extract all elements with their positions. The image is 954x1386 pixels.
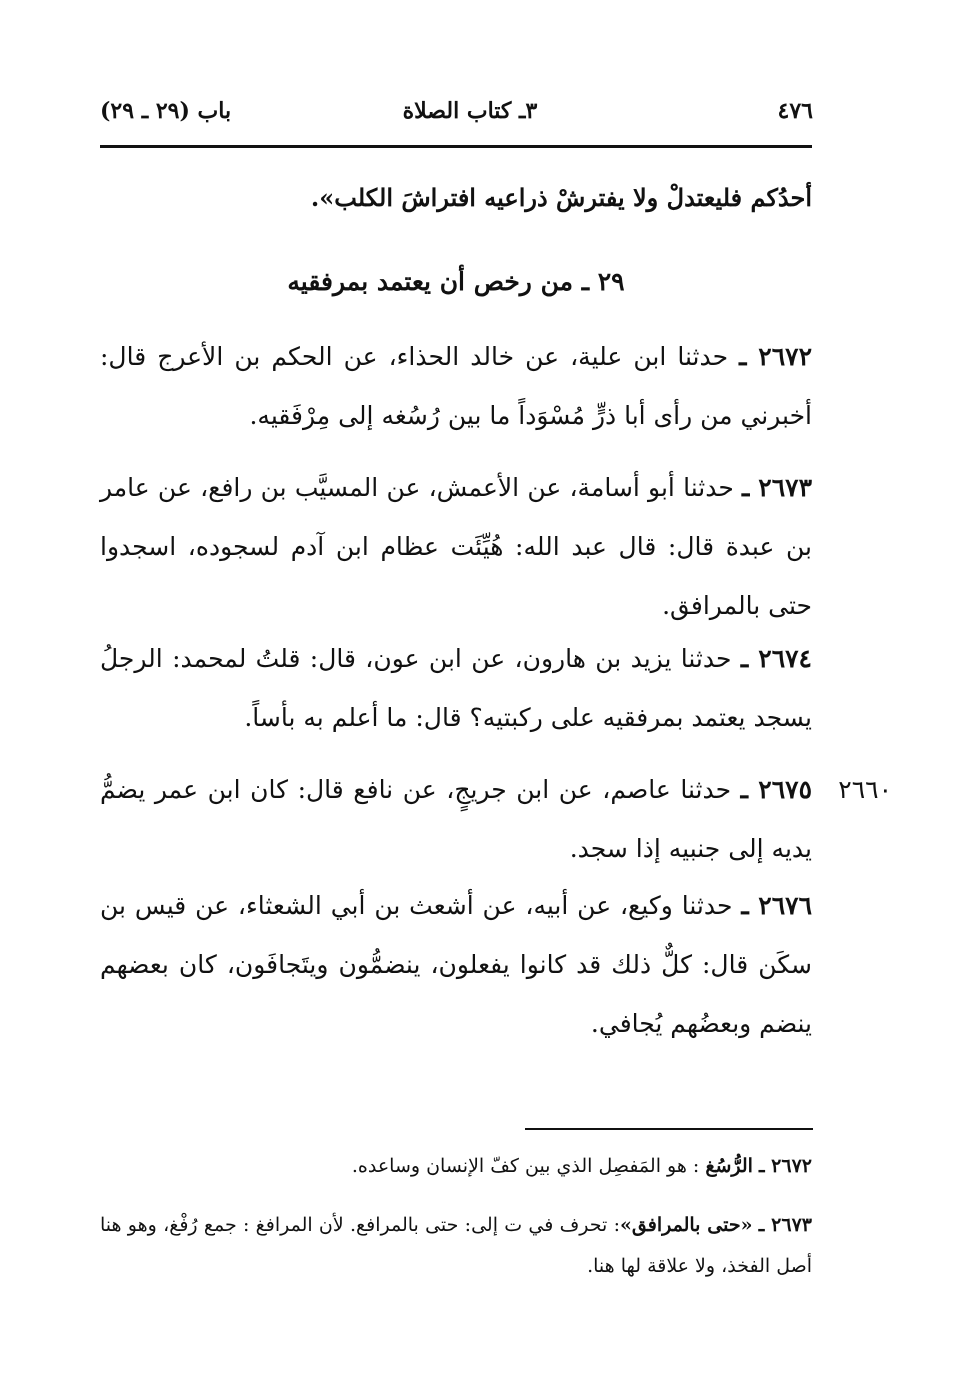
hadith-text: حدثنا ابن علية، عن خالد الحذاء، عن الحكم بن الأعرج قال: أخبرني من رأى أبا ذرٍّ مُسْوَداً ما بين رُسُغه إلى مِرْفَقيه. (100, 342, 812, 430)
continuation-text: أحدُكم فليعتدلْ ولا يفترشْ ذراعيه افتراشَ الكلب». (310, 183, 812, 212)
hadith-paragraph (100, 629, 812, 747)
book-title: ٣ـ كتاب الصلاة (402, 98, 538, 124)
hadith-paragraph (100, 760, 812, 878)
hadith-number: ٢٦٧٥ ـ (740, 775, 812, 804)
hadith-number: ٢٦٧٣ ـ (742, 473, 813, 502)
footnote-term: الرُّسُغ (705, 1155, 753, 1177)
footnote-number: ٢٦٧٣ ـ (758, 1214, 812, 1236)
hadith-paragraph (100, 458, 812, 635)
hadith-text: حدثنا وكيع، عن أبيه، عن أشعث بن أبي الشعثاء، عن قيس بن سكَن قال: كلٌّ ذلك قد كانوا يفعلون، ينضمُّون ويتَجافَون، كان بعضهم ينضم وبعضُهم يُجافي. (100, 891, 812, 1038)
footnote (100, 1146, 812, 1187)
hadith-paragraph (100, 327, 812, 445)
hadith-text: حدثنا عاصم، عن ابن جريجٍ، عن نافع قال: كان ابن عمر يضمُّ يديه إلى جنبيه إذا سجد. (100, 775, 812, 863)
hadith-paragraph (100, 876, 812, 1053)
hadith-text: حدثنا يزيد بن هارون، عن ابن عون، قال: قلتُ لمحمد: الرجلُ يسجد يعتمد بمرفقيه على ركبتيه؟ قال: ما أعلم به بأساً. (100, 644, 812, 732)
section-title: ٢٩ ـ من رخص أن يعتمد بمرفقيه (287, 267, 625, 296)
hadith-number: ٢٦٧٦ ـ (741, 891, 813, 920)
hadith-number: ٢٦٧٤ ـ (740, 644, 812, 673)
footnote-divider (525, 1128, 813, 1130)
footnote-text: : هو المَفصِل الذي بين كفّ الإنسان وساعده. (351, 1155, 700, 1177)
margin-reference-number: ٢٦٦٠ (838, 775, 892, 804)
header-divider (100, 145, 812, 148)
footnote-term: «حتى بالمرافق» (620, 1214, 753, 1236)
hadith-text: حدثنا أبو أسامة، عن الأعمش، عن المسيَّب بن رافع، عن عامر بن عبدة قال: قال عبد الله: هُيِّئَت عظام ابن آدم لسجوده، اسجدوا حتى بالمرافق. (100, 473, 812, 620)
chapter-range: باب (٢٩ ـ ٢٩) (100, 98, 232, 124)
footnote (100, 1205, 812, 1287)
footnote-number: ٢٦٧٢ ـ (758, 1155, 812, 1177)
page-number: ٤٧٦ (777, 98, 813, 124)
footnote-text: : تحرف في ت إلى: حتى بالمرافع. لأن المرافغ : جمع رُفْغ، وهو هنا أصل الفخذ، ولا علاقة لها هنا. (100, 1214, 812, 1277)
hadith-number: ٢٦٧٢ ـ (739, 342, 812, 371)
